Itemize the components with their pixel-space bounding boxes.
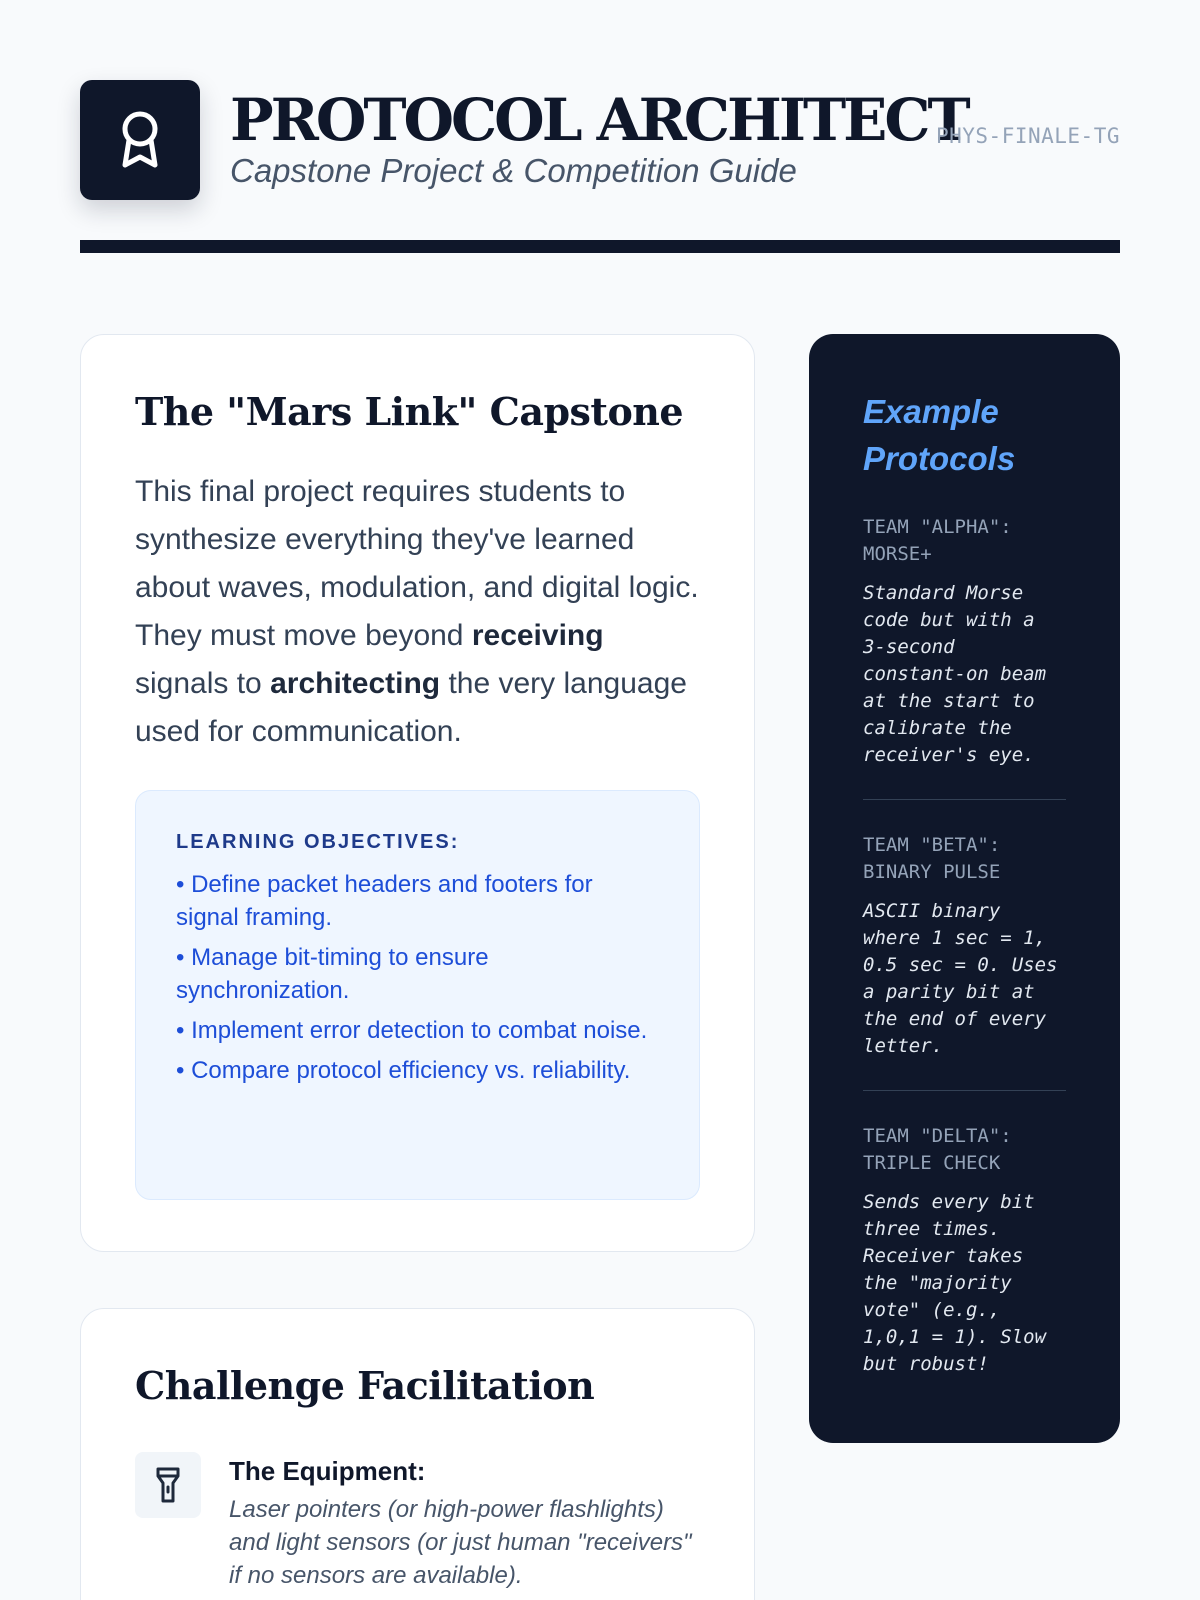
sidebar-title: Example Protocols <box>863 393 1016 477</box>
learning-objectives-box <box>135 790 700 1200</box>
capstone-description <box>135 468 700 756</box>
protocol-heading: TEAM "ALPHA": MORSE+ <box>863 516 1012 565</box>
protocol-heading: TEAM "DELTA": TRIPLE CHECK <box>863 1125 1012 1174</box>
capstone-title: The "Mars Link" Capstone <box>135 389 684 434</box>
equipment-text <box>229 1452 700 1592</box>
logo-badge <box>80 80 200 200</box>
capstone-text-1: This final project requires students to synthesize everything they've learned about waves, modulation, and digital logic. They must move beyond <box>135 475 699 652</box>
capstone-emphasis-receiving: receiving <box>471 619 604 652</box>
objectives-list <box>176 868 659 1087</box>
award-ribbon-icon <box>117 109 163 171</box>
objective-item: • Compare protocol efficiency vs. reliability. <box>176 1057 631 1084</box>
example-protocols-sidebar <box>809 334 1120 1443</box>
facilitation-card <box>80 1308 755 1600</box>
protocol-item <box>863 1091 1066 1408</box>
header-divider <box>80 240 1120 253</box>
equipment-icon-box <box>135 1452 201 1518</box>
protocol-description: Sends every bit three times. Receiver takes the "majority vote" (e.g., 1,0,1 = 1). Slow but robust! <box>863 1191 1047 1375</box>
equipment-description: Laser pointers (or high-power flashlights) and light sensors (or just human "receivers" if no sensors are available). <box>229 1496 692 1589</box>
page-header <box>80 80 1120 200</box>
objective-item: • Implement error detection to combat noise. <box>176 1017 648 1044</box>
document-code: PHYS-FINALE-TG <box>935 124 1120 148</box>
protocol-item <box>863 800 1066 1091</box>
equipment-row <box>135 1452 700 1592</box>
equipment-label: The Equipment: <box>229 1456 426 1486</box>
objective-item: • Manage bit-timing to ensure synchronization. <box>176 944 489 1004</box>
capstone-text-3: the very language used for communication. <box>135 667 687 748</box>
facilitation-title: Challenge Facilitation <box>135 1363 595 1408</box>
capstone-emphasis-architecting: architecting <box>270 667 441 700</box>
flashlight-icon <box>154 1466 182 1504</box>
capstone-card <box>80 334 755 1252</box>
objectives-heading: LEARNING OBJECTIVES: <box>176 831 460 853</box>
objective-item: • Define packet headers and footers for signal framing. <box>176 871 593 931</box>
protocol-item <box>863 482 1066 800</box>
capstone-text-2: signals to <box>135 667 271 700</box>
title-group <box>230 85 968 191</box>
protocol-description: Standard Morse code but with a 3-second constant-on beam at the start to calibrate the receiver's eye. <box>863 582 1047 766</box>
page-subtitle: Capstone Project & Competition Guide <box>230 152 797 190</box>
protocol-heading: TEAM "BETA": BINARY PULSE <box>863 834 1001 883</box>
page-title: PROTOCOL ARCHITECT <box>230 85 968 154</box>
protocol-description: ASCII binary where 1 sec = 1, 0.5 sec = 0. Uses a parity bit at the end of every letter. <box>863 900 1058 1057</box>
